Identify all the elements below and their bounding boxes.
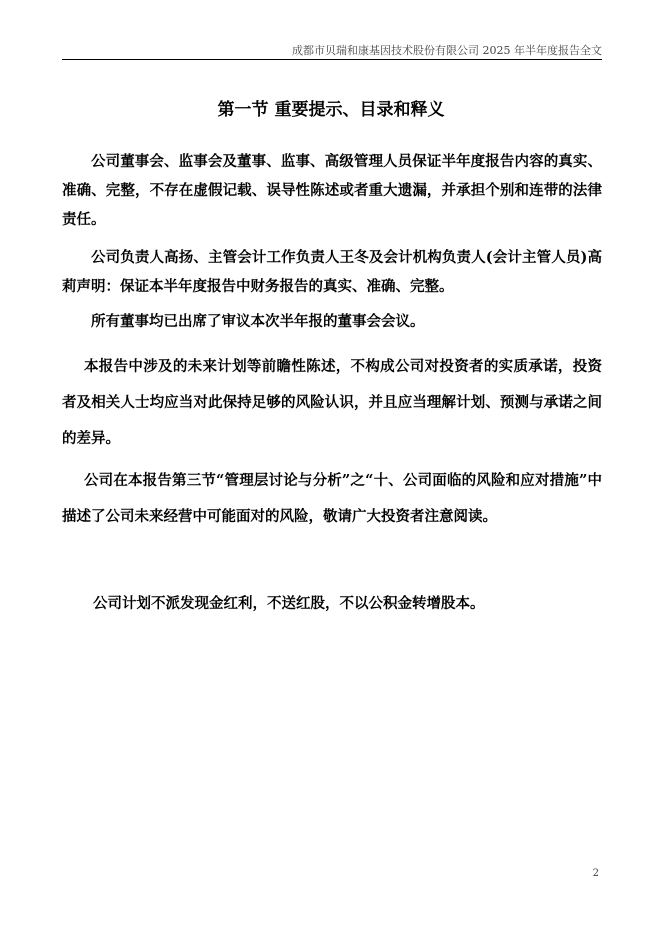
paragraph-dividend-plan: 公司计划不派发现金红利，不送红股，不以公积金转增股本。 (93, 595, 485, 612)
section-title: 第一节 重要提示、目录和释义 (217, 100, 445, 120)
page-number: 2 (592, 868, 599, 879)
paragraph-board-attendance: 所有董事均已出席了审议本次半年报的董事会会议。 (91, 313, 425, 330)
paragraph-responsible-persons-statement: 公司负责人高扬、主管会计工作负责人王冬及会计机构负责人(会计主管人员)高莉声明：保证本半年度报告中财务报告的真实、准确、完整。 (62, 249, 602, 295)
paragraph-director-guarantee: 公司董事会、监事会及董事、监事、高级管理人员保证半年度报告内容的真实、准确、完整，不存在虚假记载、误导性陈述或者重大遗漏，并承担个别和连带的法律责任。 (62, 153, 602, 228)
running-header: 成都市贝瑞和康基因技术股份有限公司 2025 年半年度报告全文 (292, 44, 602, 57)
header-rule (62, 59, 602, 60)
paragraph-risk-notice: 公司在本报告第三节“管理层讨论与分析”之“十、公司面临的风险和应对措施”中描述了公司未来经营中可能面对的风险，敬请广大投资者注意阅读。 (62, 472, 602, 525)
paragraph-forward-looking-statement: 本报告中涉及的未来计划等前瞻性陈述，不构成公司对投资者的实质承诺，投资者及相关人士均应当对此保持足够的风险认识，并且应当理解计划、预测与承诺之间的差异。 (62, 358, 602, 447)
